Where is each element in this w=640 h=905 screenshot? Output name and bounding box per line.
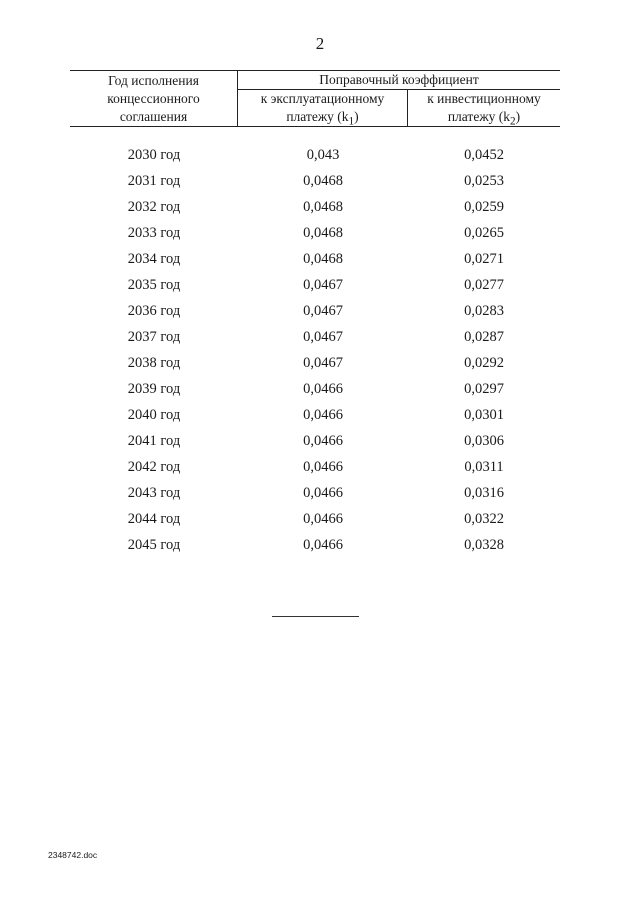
table-body (70, 142, 560, 558)
page-number: 2 (315, 34, 325, 53)
header-k1-line-1: к эксплуатационному (260, 91, 385, 106)
k1-cell: 0,0467 (303, 355, 343, 371)
k1-cell: 0,0468 (303, 225, 343, 241)
table-header (70, 70, 560, 127)
table-row (70, 480, 560, 506)
header-year-line-2: концессионного (107, 91, 200, 106)
table-row (70, 246, 560, 272)
year-cell: 2034 год (127, 251, 181, 267)
k2-cell: 0,0283 (464, 303, 504, 319)
header-k2-text: платежу (k (447, 109, 511, 124)
year-cell: 2035 год (127, 277, 181, 293)
year-cell: 2040 год (127, 407, 181, 423)
k1-cell: 0,0466 (303, 407, 343, 423)
table-row (70, 220, 560, 246)
table-row (70, 402, 560, 428)
header-k2-cell (408, 90, 560, 126)
year-cell: 2037 год (127, 329, 181, 345)
k2-cell: 0,0301 (464, 407, 504, 423)
k2-cell: 0,0259 (464, 199, 504, 215)
k2-cell: 0,0322 (464, 511, 504, 527)
table-row (70, 532, 560, 558)
table-row (70, 428, 560, 454)
header-k2-line-1: к инвестиционному (427, 91, 541, 106)
k1-cell: 0,0466 (303, 537, 343, 553)
k1-cell: 0,0467 (303, 277, 343, 293)
table-row (70, 142, 560, 168)
k1-cell: 0,0467 (303, 303, 343, 319)
table-row (70, 324, 560, 350)
k1-cell: 0,0468 (303, 251, 343, 267)
table-row (70, 506, 560, 532)
k2-cell: 0,0316 (464, 485, 504, 501)
header-k1-text: платежу (k (286, 109, 349, 124)
k1-cell: 0,0466 (303, 433, 343, 449)
k2-cell: 0,0306 (464, 433, 504, 449)
header-coefficient-cell (238, 71, 560, 90)
year-cell: 2044 год (127, 511, 181, 527)
k2-cell: 0,0297 (464, 381, 504, 397)
k2-cell: 0,0271 (464, 251, 504, 267)
year-cell: 2036 год (127, 303, 181, 319)
year-cell: 2039 год (127, 381, 181, 397)
year-cell: 2030 год (127, 147, 181, 163)
end-of-document-rule (272, 616, 359, 617)
table-row (70, 168, 560, 194)
k1-cell: 0,043 (306, 147, 340, 163)
year-cell: 2041 год (127, 433, 181, 449)
year-cell: 2042 год (127, 459, 181, 475)
header-year-line-3: соглашения (119, 109, 188, 124)
table-row (70, 298, 560, 324)
year-cell: 2043 год (127, 485, 181, 501)
table-row (70, 454, 560, 480)
header-k1-cell (238, 90, 408, 126)
table-row (70, 272, 560, 298)
k1-cell: 0,0468 (303, 173, 343, 189)
k2-cell: 0,0292 (464, 355, 504, 371)
header-k2-line-2 (408, 108, 560, 131)
k1-cell: 0,0467 (303, 329, 343, 345)
year-cell: 2033 год (127, 225, 181, 241)
header-coefficient-label: Поправочный коэффициент (319, 72, 479, 87)
k1-cell: 0,0466 (303, 381, 343, 397)
table-row (70, 194, 560, 220)
year-cell: 2045 год (127, 537, 181, 553)
k2-cell: 0,0311 (464, 459, 504, 475)
header-k1-close: ) (354, 109, 359, 124)
header-k1-subscript: 1 (348, 115, 355, 128)
k1-cell: 0,0466 (303, 485, 343, 501)
k1-cell: 0,0468 (303, 199, 343, 215)
k2-cell: 0,0277 (464, 277, 504, 293)
k2-cell: 0,0328 (464, 537, 504, 553)
k1-cell: 0,0466 (303, 511, 343, 527)
year-cell: 2038 год (127, 355, 181, 371)
year-cell: 2031 год (127, 173, 181, 189)
k2-cell: 0,0265 (464, 225, 504, 241)
k2-cell: 0,0452 (464, 147, 504, 163)
header-year-line-1: Год исполнения (108, 73, 199, 88)
k2-cell: 0,0287 (464, 329, 504, 345)
header-k2-subscript: 2 (510, 115, 516, 128)
document-id: 2348742.doc (48, 850, 98, 860)
year-cell: 2032 год (127, 199, 181, 215)
header-k2-close: ) (515, 109, 521, 124)
k2-cell: 0,0253 (464, 173, 504, 189)
table-row (70, 376, 560, 402)
header-k1-line-2 (238, 108, 407, 131)
k1-cell: 0,0466 (303, 459, 343, 475)
header-year-cell (70, 71, 238, 126)
table-row (70, 350, 560, 376)
